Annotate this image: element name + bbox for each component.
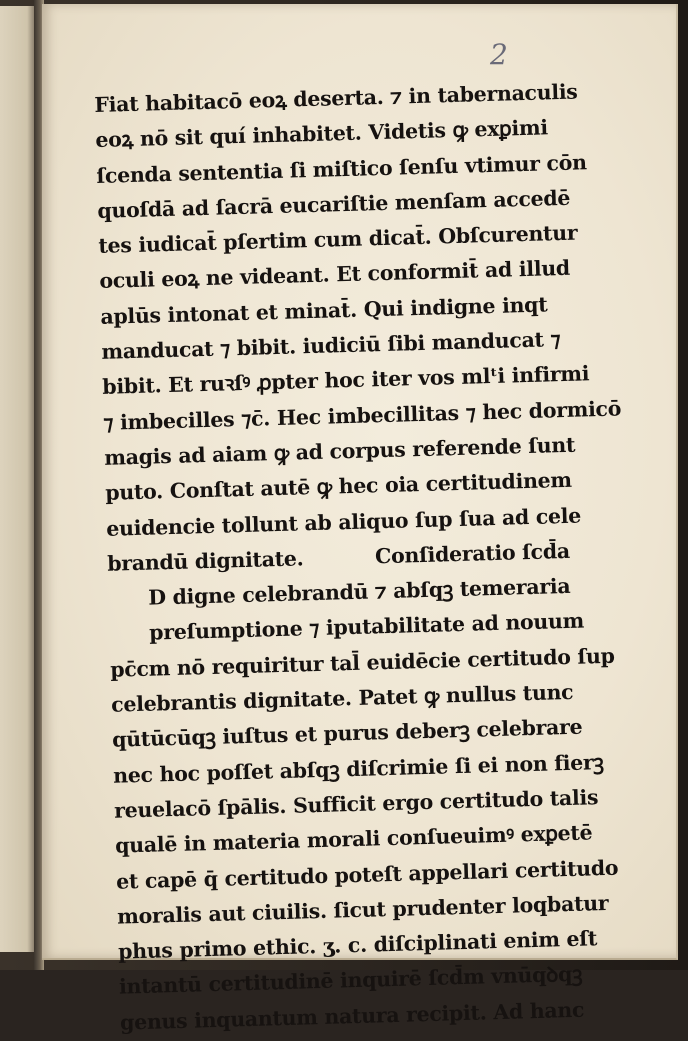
section-heading: Conſideratio ſcd̄a bbox=[374, 538, 571, 569]
text-line: puto. Conſtat autē ꝙ hec oia certitudinem bbox=[104, 468, 573, 506]
text-line-part: brandū dignitate. bbox=[106, 546, 304, 576]
text-line: oculi eoꝝ ne videant. Et conformit̄ ad illud bbox=[99, 256, 571, 294]
text-line: qualē in materia morali conſueuimꝰ exꝑetē bbox=[114, 820, 593, 858]
book-page bbox=[42, 4, 678, 1035]
text-line: genus inquantum natura recipit. Ad hanc bbox=[119, 997, 585, 1035]
text-line: preſumptione ⁊ iputabilitate ad nouum bbox=[148, 608, 585, 646]
text-line: ſcenda sententia ſi miſtico ſenſu vtimur cōn bbox=[96, 149, 587, 188]
text-line: pc̄cm nō requiritur tal̄ euidēcie certitudo ſup bbox=[109, 643, 615, 682]
text-line: intantū certitudinē inquirē ſcd̄m vnūqꝺqꝫ bbox=[118, 962, 583, 1000]
text-line: nec hoc poſſet abſqꝫ diſcrimie ſi ei non fierꝫ bbox=[112, 749, 604, 788]
text-line: quoſdā ad ſacrā eucariſtie menſam accedē bbox=[97, 185, 571, 223]
text-line: phus primo ethic. ʒ. c. diſciplinati enim eſt bbox=[117, 926, 598, 964]
text-line: manducat ⁊ bibit. iudiciū ſibi manducat ⁊ bbox=[101, 327, 561, 364]
text-line: D digne celebrandū ⁊ abſqꝫ temeraria bbox=[147, 574, 571, 610]
text-block bbox=[94, 76, 622, 1040]
folio-number: 2 bbox=[490, 38, 508, 71]
text-line: euidencie tollunt ab aliquo ſup ſua ad cele bbox=[105, 503, 582, 541]
left-page-edge bbox=[0, 6, 35, 952]
text-line: eoꝝ nō sit quí inhabitet. Videtis ꝙ exꝑimi bbox=[95, 115, 549, 153]
text-line: magis ad aiam ꝙ ad corpus referende ſunt bbox=[103, 432, 576, 470]
text-line: celebrantis dignitate. Patet ꝙ nullus tunc bbox=[110, 679, 574, 717]
text-line: reuelacō ſpālis. Sufficit ergo certitudo talis bbox=[113, 785, 599, 823]
text-line: moralis aut ciuilis. ſicut prudenter loqbatur bbox=[116, 890, 609, 929]
text-line: ⁊ imbecilles ⁊c̄. Hec imbecillitas ⁊ hec dormicō bbox=[103, 396, 622, 435]
text-line: qūtūcūqꝫ iuſtus et purus deberꝫ celebrare bbox=[111, 714, 583, 753]
text-line: aplūs intonat et minat̄. Qui indigne inqt bbox=[100, 292, 548, 329]
text-line: tes iudicat̄ pſertim cum dicat̄. Obſcurentur bbox=[98, 220, 578, 259]
text-line: et capē q̄ certitudo poteſt appellari certitudo bbox=[115, 855, 619, 894]
text-line: bibit. Et ruꝛſꝰ ꝓpter hoc iter vos mlᵗi infirmi bbox=[102, 361, 590, 400]
text-line: Fiat habitacō eoꝝ deserta. ⁊ in tabernaculis bbox=[94, 79, 578, 117]
